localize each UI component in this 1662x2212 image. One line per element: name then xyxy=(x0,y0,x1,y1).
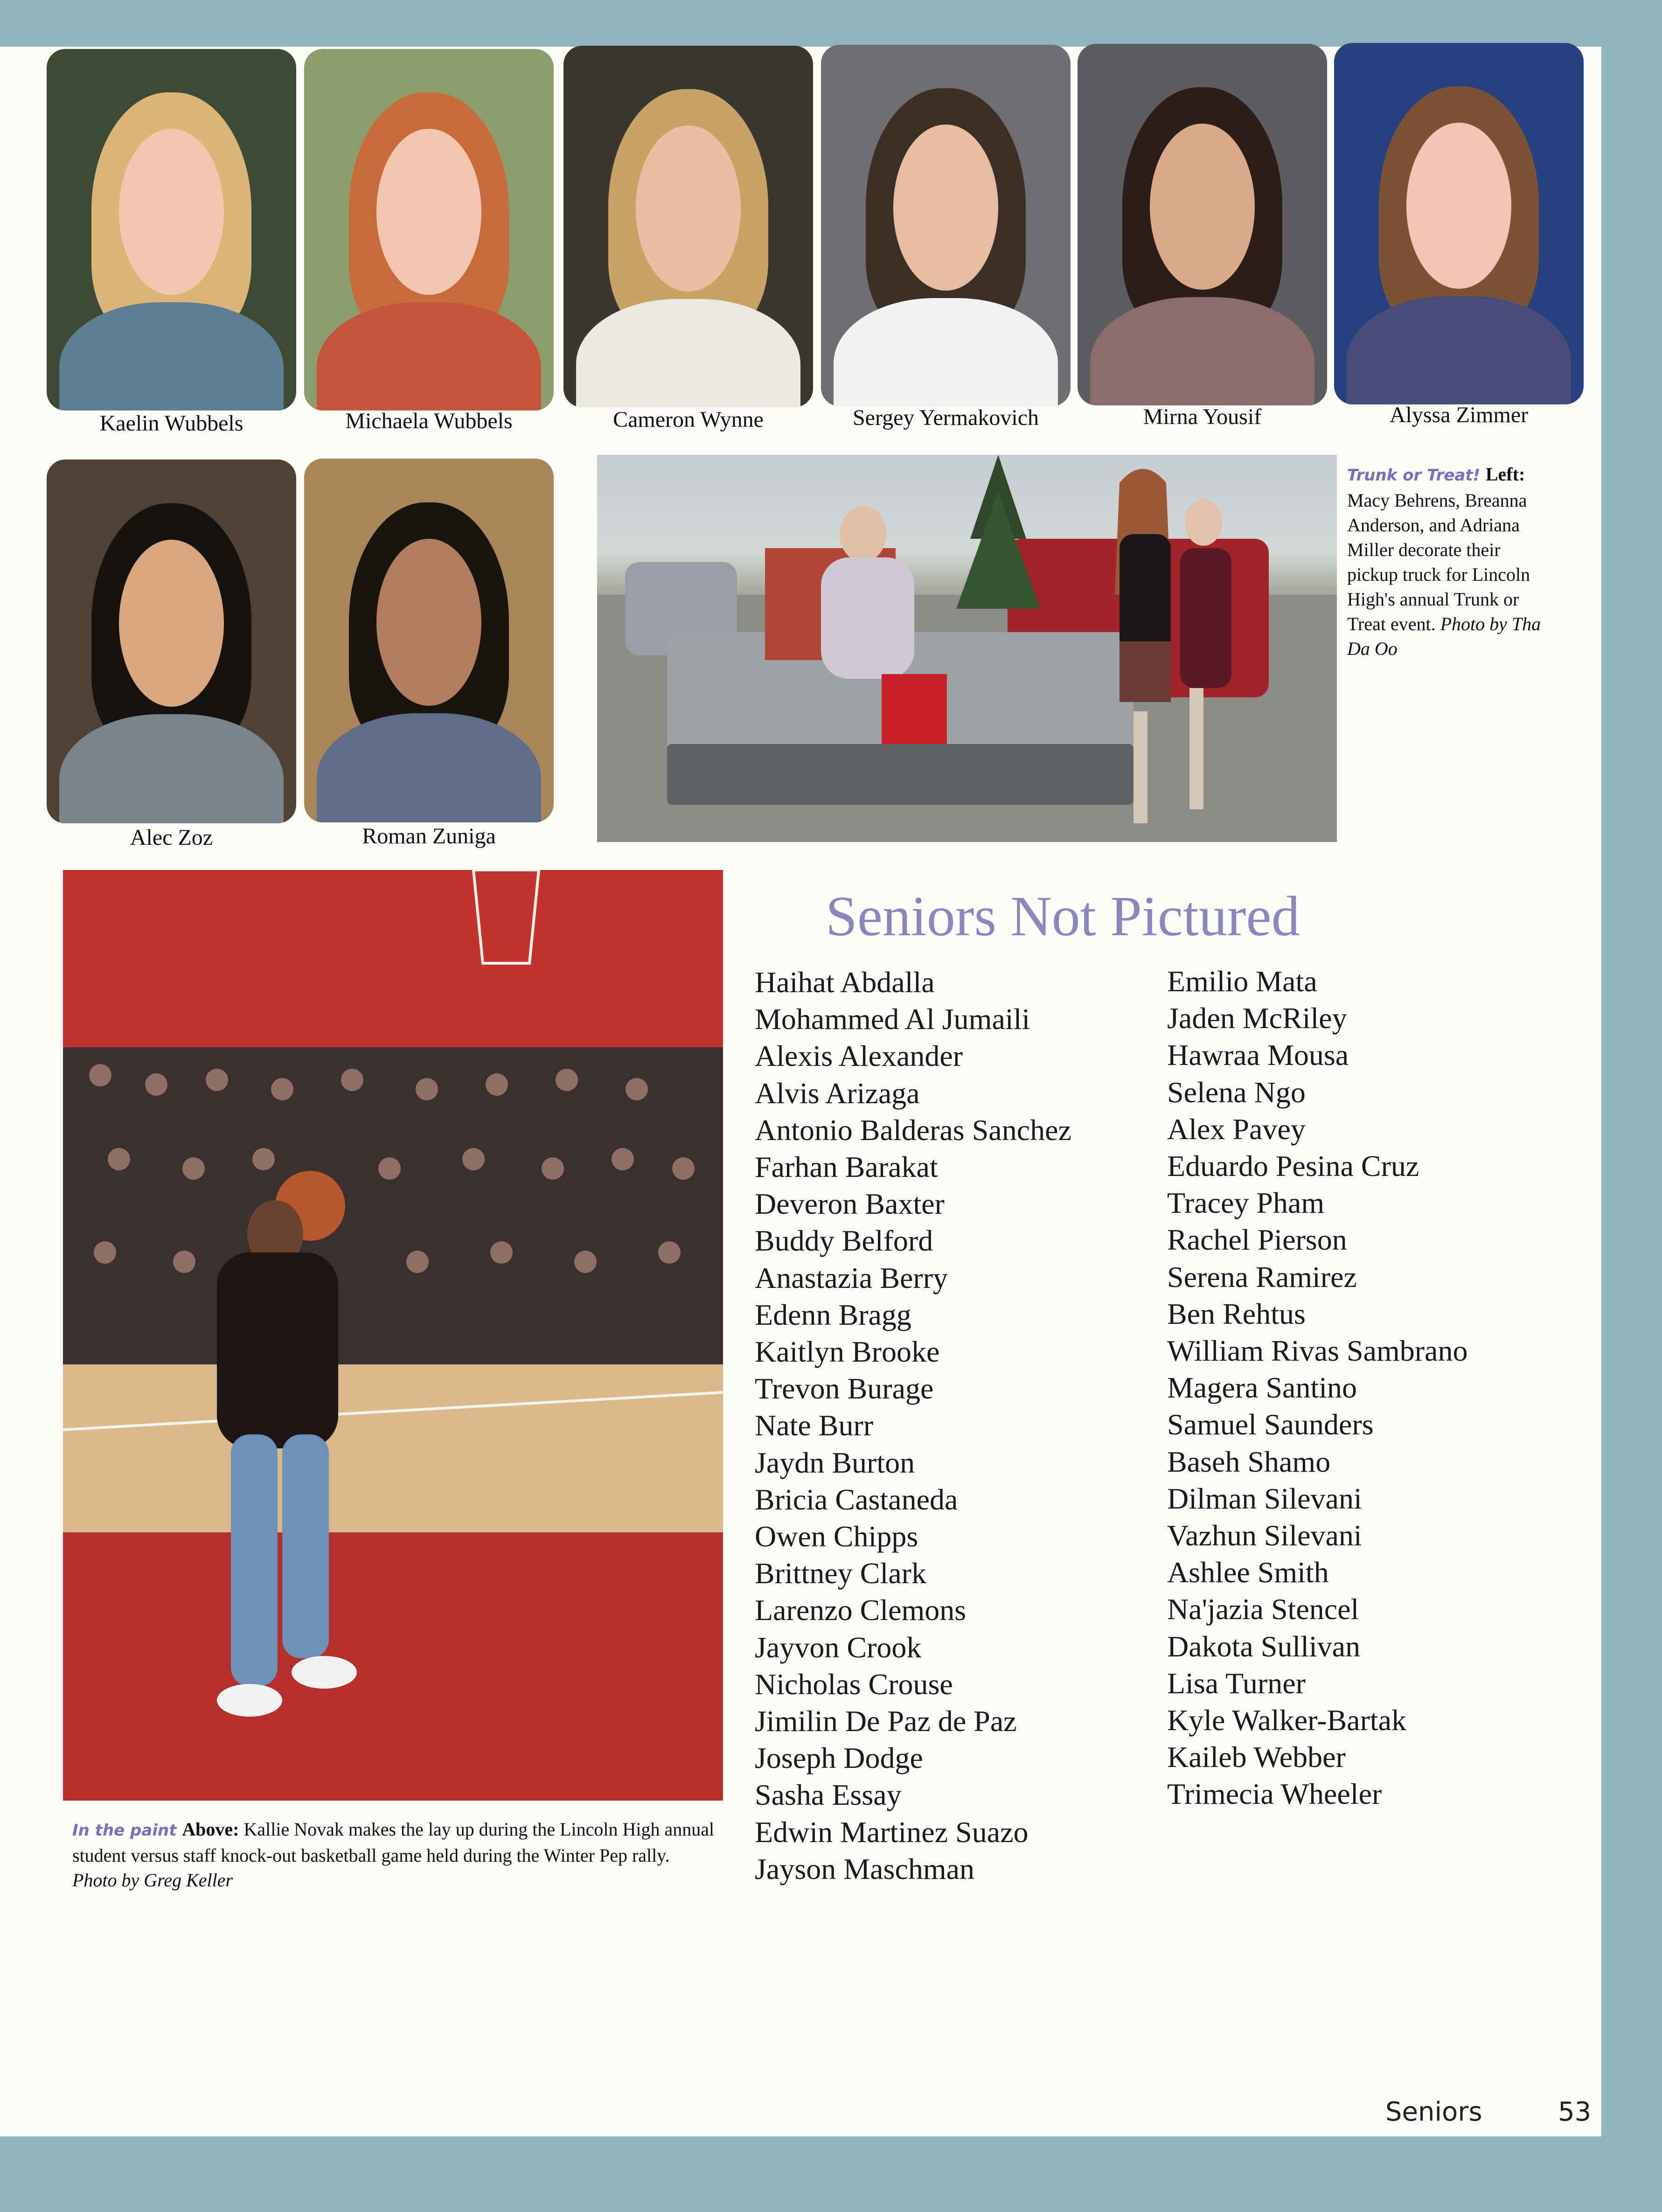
portrait-photo xyxy=(304,49,554,410)
portrait-name: Alec Zoz xyxy=(130,825,213,850)
senior-name: Hawraa Mousa xyxy=(1167,1038,1349,1072)
photo-credit: Photo by Tha Da Oo xyxy=(1347,613,1541,659)
senior-name: Larenzo Clemons xyxy=(755,1593,967,1627)
caption-kicker: In the paint xyxy=(72,1821,182,1840)
senior-name: Trimecia Wheeler xyxy=(1167,1777,1382,1811)
senior-name: Nicholas Crouse xyxy=(755,1667,953,1701)
section-label: Seniors xyxy=(1385,2097,1482,2127)
senior-name: Jayvon Crook xyxy=(755,1630,922,1664)
senior-name: Emilio Mata xyxy=(1167,965,1317,998)
senior-name: Na'jazia Stencel xyxy=(1167,1593,1359,1626)
senior-name: Bricia Castaneda xyxy=(755,1482,958,1516)
basketball-caption xyxy=(72,1817,716,1892)
seniors-not-pictured-title: Seniors Not Pictured xyxy=(826,885,1300,948)
senior-name: Ben Rehtus xyxy=(1167,1297,1306,1330)
senior-name: Selena Ngo xyxy=(1167,1075,1306,1109)
senior-name: Kyle Walker-Bartak xyxy=(1167,1704,1407,1737)
senior-name: Tracey Pham xyxy=(1167,1186,1325,1220)
senior-name: Deveron Baxter xyxy=(755,1187,945,1221)
senior-name: Lisa Turner xyxy=(1167,1666,1306,1700)
senior-name: Anastazia Berry xyxy=(755,1261,948,1294)
portrait-photo xyxy=(563,46,813,407)
portrait-name: Mirna Yousif xyxy=(1143,404,1262,429)
portrait-name: Roman Zuniga xyxy=(362,824,496,849)
portrait-name: Cameron Wynne xyxy=(613,407,764,432)
senior-name: Alvis Arizaga xyxy=(755,1076,920,1110)
caption-kicker: Trunk or Treat! xyxy=(1347,466,1486,485)
senior-name: Trevon Burage xyxy=(755,1372,934,1405)
names-column-2 xyxy=(1167,963,1467,1813)
senior-name: Farhan Barakat xyxy=(755,1150,938,1184)
senior-name: Serena Ramirez xyxy=(1167,1260,1357,1294)
senior-name: Samuel Saunders xyxy=(1167,1408,1374,1441)
basketball-photo xyxy=(63,870,723,1801)
senior-name: Ashlee Smith xyxy=(1167,1556,1329,1589)
gym-scene-illustration xyxy=(63,870,723,1801)
senior-name: Brittney Clark xyxy=(755,1557,926,1590)
portrait-photo xyxy=(821,45,1071,406)
senior-name: Edenn Bragg xyxy=(755,1298,911,1331)
senior-name: Antonio Balderas Sanchez xyxy=(755,1113,1071,1147)
senior-name: Kaileb Webber xyxy=(1167,1740,1346,1774)
caption-lead: Above: xyxy=(182,1819,244,1840)
senior-name: Buddy Belford xyxy=(755,1224,933,1258)
senior-name: Haihat Abdalla xyxy=(755,966,935,999)
senior-name: Dilman Silevani xyxy=(1167,1482,1362,1515)
senior-name: Eduardo Pesina Cruz xyxy=(1167,1149,1419,1183)
portrait-name: Sergey Yermakovich xyxy=(852,405,1039,430)
senior-name: Mohammed Al Jumaili xyxy=(755,1002,1030,1036)
portrait-photo xyxy=(1334,43,1584,404)
truck-scene-illustration xyxy=(597,455,1337,842)
senior-name: Alex Pavey xyxy=(1167,1112,1306,1146)
senior-name: Jaden McRiley xyxy=(1167,1002,1347,1035)
senior-name: Sasha Essay xyxy=(755,1778,902,1812)
portrait-name: Michaela Wubbels xyxy=(345,409,513,433)
senior-name: Jimilin De Paz de Paz xyxy=(755,1704,1017,1738)
portrait-photo xyxy=(304,459,554,822)
caption-body: Kallie Novak makes the lay up during the Lincoln High annual student versus staff knock-out basketball game held during the Winter Pep rally. xyxy=(72,1819,715,1866)
senior-name: Jayson Maschman xyxy=(755,1852,975,1885)
portrait-name: Alyssa Zimmer xyxy=(1389,403,1529,427)
page-number: 53 xyxy=(1558,2097,1592,2127)
senior-name: Jaydn Burton xyxy=(755,1446,915,1479)
caption-lead: Left: xyxy=(1485,464,1525,485)
portrait-photo xyxy=(47,459,296,823)
senior-name: Baseh Shamo xyxy=(1167,1445,1331,1478)
caption-body: Macy Behrens, Breanna Anderson, and Adriana Miller decorate their pickup truck for Lincoln High's annual Trunk or Treat event. xyxy=(1347,490,1530,634)
senior-name: Dakota Sullivan xyxy=(1167,1629,1361,1663)
senior-name: Alexis Alexander xyxy=(755,1039,963,1073)
senior-name: Magera Santino xyxy=(1167,1371,1357,1405)
trunk-or-treat-caption xyxy=(1347,462,1552,661)
portrait-photo xyxy=(1078,44,1327,405)
senior-name: Vazhun Silevani xyxy=(1167,1519,1362,1552)
trunk-or-treat-photo xyxy=(597,455,1337,842)
senior-name: Owen Chipps xyxy=(755,1520,918,1553)
senior-name: William Rivas Sambrano xyxy=(1167,1334,1468,1368)
senior-name: Nate Burr xyxy=(755,1409,874,1442)
photo-credit: Photo by Greg Keller xyxy=(72,1870,233,1891)
senior-name: Kaitlyn Brooke xyxy=(755,1335,940,1369)
portrait-photo xyxy=(47,49,296,410)
names-column-1 xyxy=(755,964,1071,1887)
senior-name: Rachel Pierson xyxy=(1167,1223,1347,1257)
senior-name: Joseph Dodge xyxy=(755,1741,923,1775)
senior-name: Edwin Martinez Suazo xyxy=(755,1815,1029,1849)
portrait-name: Kaelin Wubbels xyxy=(99,411,243,436)
